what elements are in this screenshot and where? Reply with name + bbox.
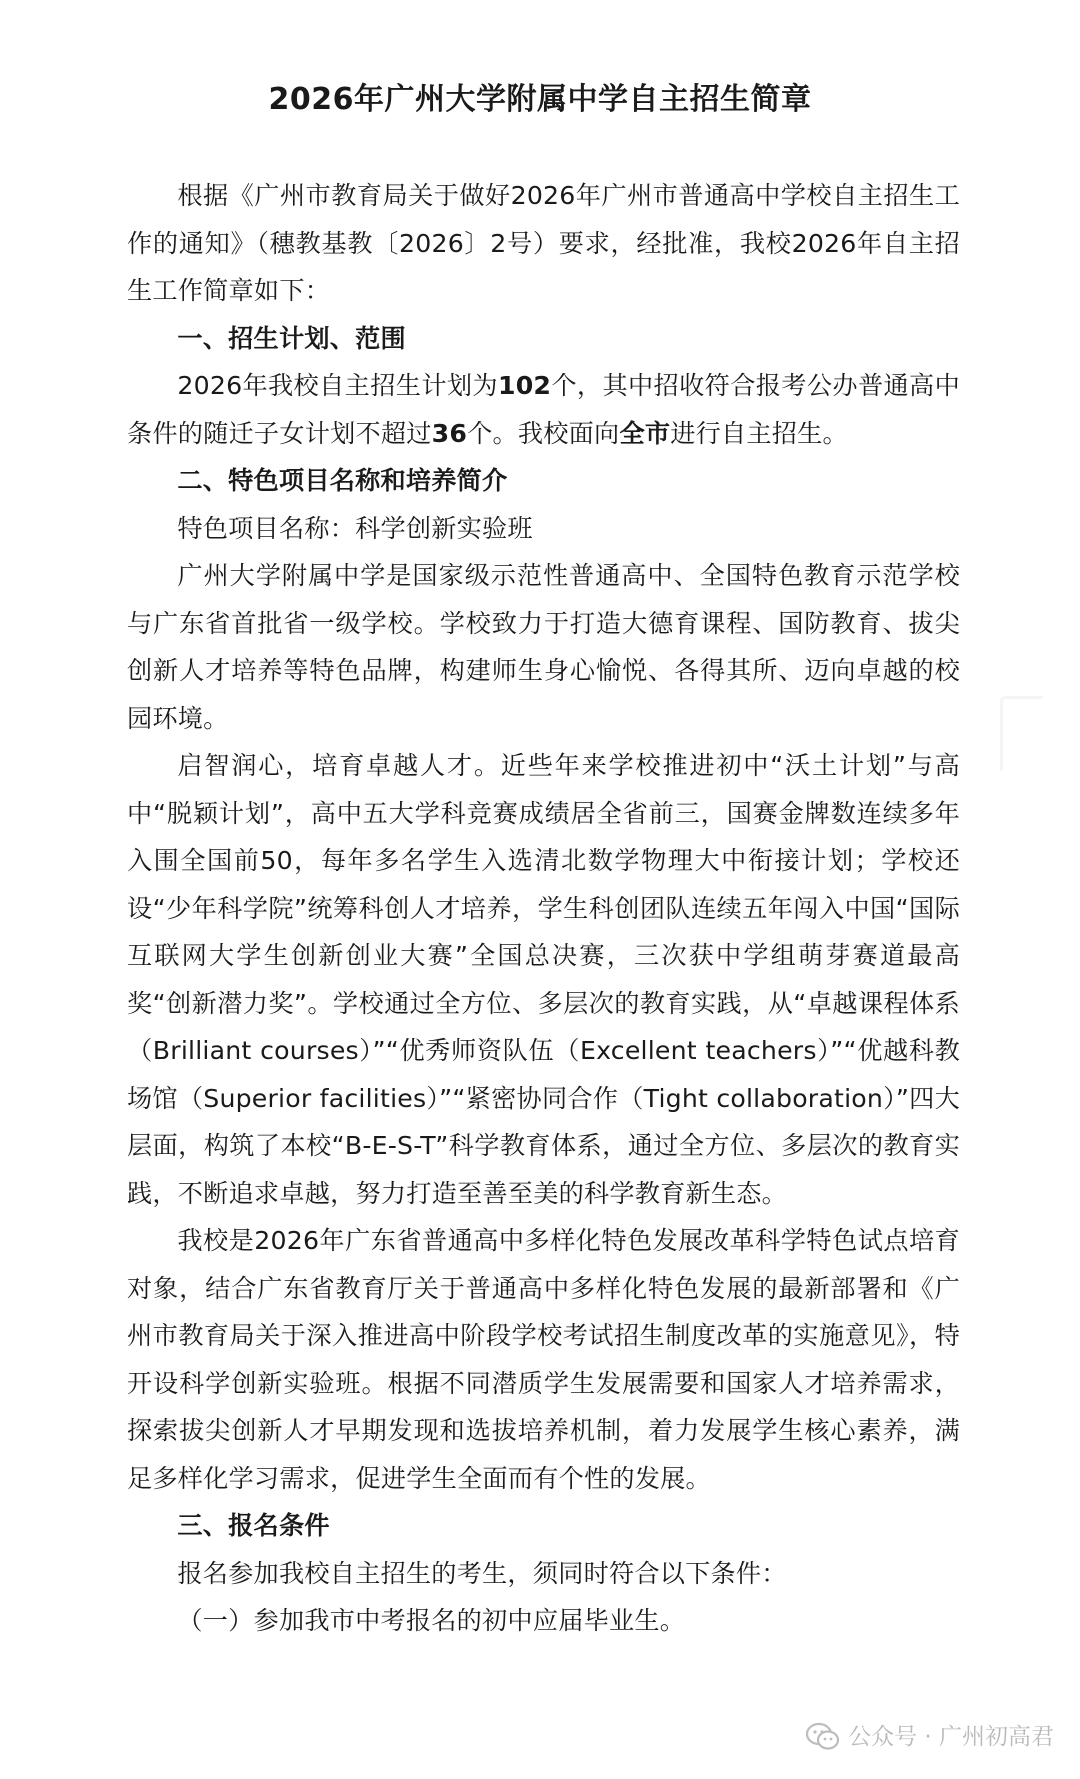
project-name-line: 特色项目名称：科学创新实验班 — [177, 513, 533, 543]
watermark — [806, 1720, 1054, 1754]
wechat-icon — [806, 1722, 840, 1752]
watermark-text: 公众号 · 广州初高君 — [848, 1724, 1054, 1750]
side-decoration — [1000, 696, 1043, 771]
text-run: 2026年我校自主招生计划为 — [177, 371, 498, 400]
section3-heading: 三、报名条件 — [177, 1511, 330, 1540]
text-run: 个，其中招收符合报考公办普通高中条件的随迁子女计划不超过 — [127, 371, 961, 448]
section1-heading: 一、招生计划、范围 — [177, 323, 406, 353]
section2-paragraph-1: 广州大学附属中学是国家级示范性普通高中、全国特色教育示范学校与广东省首批省一级学校。学校致力于打造大德育课程、国防教育、拔尖创新人才培养等特色品牌，构建师生身心愉悦、各得其所、迈向卓越的校园环境。 — [127, 561, 960, 733]
text-run: 进行自主招生。 — [670, 418, 848, 448]
document-body — [127, 172, 960, 1645]
section2-paragraph-2: 启智润心，培育卓越人才。近些年来学校推进初中“沃土计划”与高中“脱颖计划”，高中五大学科竞赛成绩居全省前三，国赛金牌数连续多年入围全国前50，每年多名学生入选清北数学物理大中衔接计划；学校还设“少年科学院”统筹科创人才培养，学生科创团队连续五年闯入中国“国际互联网大学生创新创业大赛”全国总决赛，三次获中学组萌芽赛道最高奖“创新潜力奖”。学校通过全方位、多层次的教育实践，从“卓越课程体系（Brilliant courses）”“优秀师资队伍（Excellent teachers）”“优越科教场馆（Superior facilities）”“紧密协同合作（Tight collaboration）”四大层面，构筑了本校“B-E-S-T”科学教育体系，通过全方位、多层次的教育实践，不断追求卓越，努力打造至善至美的科学教育新生态。 — [127, 751, 960, 1208]
enrollment-scope: 全市 — [619, 418, 671, 448]
section1-paragraph — [127, 362, 960, 457]
document-title: 2026年广州大学附属中学自主招生简章 — [268, 82, 812, 117]
section3-paragraph: 报名参加我校自主招生的考生，须同时符合以下条件： — [177, 1558, 787, 1588]
condition-item-1: （一）参加我市中考报名的初中应届毕业生。 — [177, 1606, 686, 1635]
section2-paragraph-3: 我校是2026年广东省普通高中多样化特色发展改革科学特色试点培育对象，结合广东省教育厅关于普通高中多样化特色发展的最新部署和《广州市教育局关于深入推进高中阶段学校考试招生制度改革的实施意见》，特开设科学创新实验班。根据不同潜质学生发展需要和国家人才培养需求，探索拔尖创新人才早期发现和选拔培养机制，着力发展学生核心素养，满足多样化学习需求，促进学生全面而有个性的发展。 — [127, 1226, 960, 1493]
section2-heading: 二、特色项目名称和培养简介 — [177, 466, 508, 495]
enrollment-total: 102 — [497, 371, 552, 400]
intro-paragraph: 根据《广州市教育局关于做好2026年广州市普通高中学校自主招生工作的通知》（穗教基教〔2026〕2号）要求，经批准，我校2026年自主招生工作简章如下： — [127, 181, 960, 305]
text-run: 个。我校面向 — [467, 418, 620, 448]
migrant-quota: 36 — [431, 418, 468, 448]
